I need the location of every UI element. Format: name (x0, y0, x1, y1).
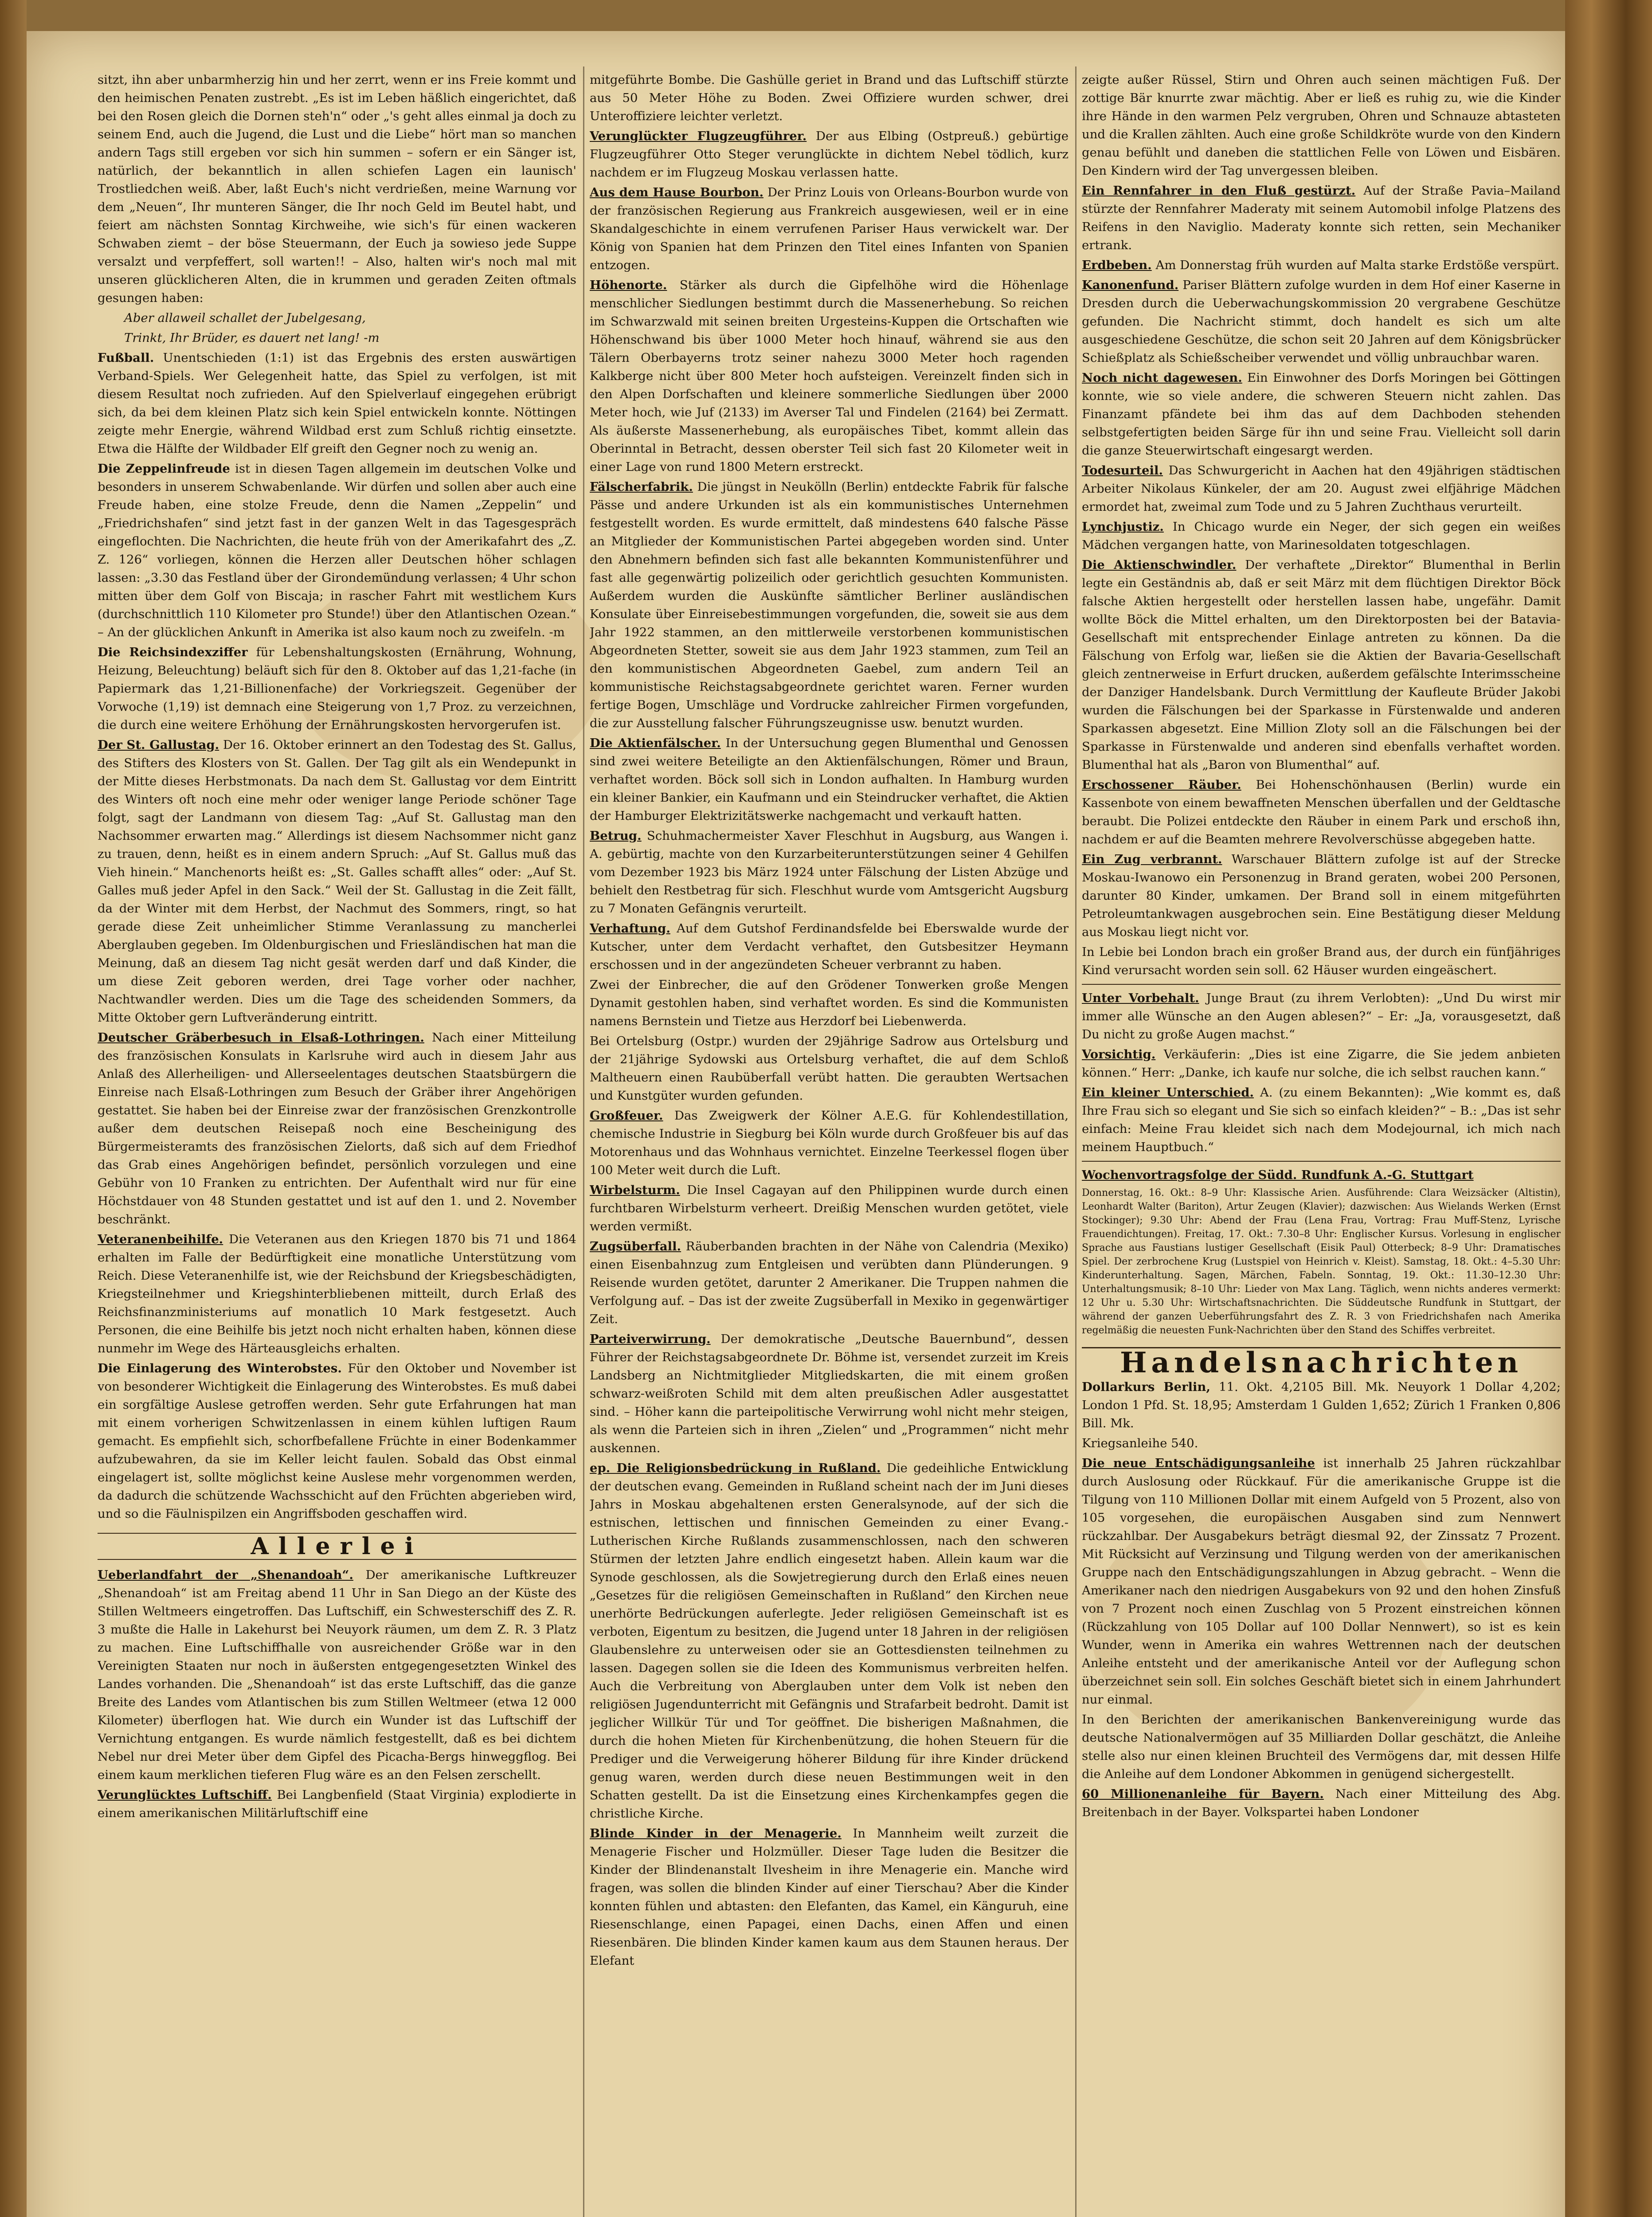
article-noch-nicht (1082, 369, 1561, 460)
column-1 (98, 71, 576, 2217)
article-bourbon (590, 184, 1069, 274)
column-rule (1075, 67, 1077, 2217)
article-text: Das Zweigwerk der Kölner A.E.G. für Kohlendestillation, chemische Industrie in Siegburg bei Köln wurde durch Großfeuer bis auf das Motorenhaus und das Wohnhaus vernichtet. Einzelne Teerkessel flogen über 100 Meter weit durch die Luft. (590, 1108, 1069, 1177)
rundfunk-program: Donnerstag, 16. Okt.: 8–9 Uhr: Klassische Arien. Ausführende: Clara Weizsäcker (Altistin), Leonhardt Walter (Bariton), Artur Zeugen (Klavier); dazwischen: Aus Wielands Werken (Ernst Stockinger); 9.30 Uhr: Abend der Frau (Lena Frau, Vortrag: Frau Muff-Stenz, Lyrische Frauendichtungen). Freitag, 17. Okt.: 7.30–8 Uhr: Englischer Kursus. Vorlesung in englischer Sprache aus Faustians lustiger Gesellschaft (Eisik Paul) Otterbeck; 8–9 Uhr: Dramatisches Spiel. Der zerbrochene Krug (Lustspiel von Heinrich v. Kleist). Samstag, 18. Okt.: 4–5.30 Uhr: Kinderunterhaltung. Sagen, Märchen, Fabeln. Sonntag, 19. Okt.: 11.30–12.30 Uhr: Unterhaltungsmusik; 8–10 Uhr: Lieder von Max Lang. Täglich, wenn nichts anderes vermerkt: 12 Uhr u. 5.30 Uhr: Wirtschaftsnachrichten. Die Süddeutsche Rundfunk in Stuttgart, der während der ganzen Ueberführungsfahrt des Z. R. 3 von Friedrichshafen nach Amerika regelmäßig die neuesten Funk-Nachrichten über den Stand des Schiffes verbreitet. (1082, 1187, 1561, 1336)
section-title-handelsnachrichten: Handelsnachrichten (1082, 1347, 1561, 1372)
newspaper-page (27, 31, 1565, 2217)
article-entschaedigung (1082, 1454, 1561, 1709)
article-text: Bei Hohenschönhausen (Berlin) wurde ein Kassenbote von einem bewaffneten Menschen überfallen und der Geldtasche beraubt. Die Polizei entdeckte den Räuber in einem Park und erschoß ihn, nachdem er auf die Beamten mehrere Revolverschüsse abgegeben hatte. (1082, 778, 1561, 846)
column-2 (590, 71, 1069, 2217)
article-text: sitzt, ihn aber unbarmherzig hin und her zerrt, wenn er ins Freie kommt und den heimischen Penaten zustrebt. „Es ist im Leben häßlich eingerichtet, daß bei den Rosen gleich die Dornen steh'n“ oder „'s geht alles einmal ja doch zu seinem End, auch die Jugend, die Lust und die Liebe“ hört man so manchen andern Tags still ergeben vor sich hin summen – sofern er ein Sänger ist, natürlich, der bekanntlich in allen schiefen Lagen ein launisch' Trostliedchen weiß. Aber, laßt Euch's nicht verdrießen, meine Warnung vor dem „Neuen“, Ihr munteren Sänger, die Ihr noch Geld im Beutel habt, und feiert am nächsten Sonntag Kirchweihe, wie sich's für einen wackeren Schwaben ziemt – der böse Steuermann, der Euch ja sowieso jede Suppe versalzt und verpfeffert, soll warten!! – Also, halten wir's noch mal mit unseren glücklicheren Alten, die in krummen und geraden Zeiten oftmals gesungen haben: (98, 73, 576, 305)
article-heading: Zugsüberfall. (590, 1239, 681, 1253)
article-text: Die Veteranen aus den Kriegen 1870 bis 71 und 1864 erhalten im Falle der Bedürftigkeit eine monatliche Unterstützung vom Reich. Diese Veteranenhilfe ist, wie der Reichsbund der Kriegsbeschädigten, Kriegsteilnehmer und Kriegshinterbliebenen mitteilt, durch Erlaß des Reichsfinanzministeriums auf monatlich 10 Mark festgesetzt. Auch Personen, die eine Beihilfe bis jetzt noch nicht erhalten haben, können diese nunmehr im Wege des Härteausgleichs erhalten. (98, 1232, 576, 1355)
article-text: Bei Langbenfield (Staat Virginia) explodierte in einem amerikanischen Militärluftschiff eine (98, 1788, 576, 1820)
article-luftschiff (98, 1786, 576, 1822)
article-text: 11. Okt. 4,2105 Bill. Mk. Neuyork 1 Dollar 4,202; London 1 Pfd. St. 18,95; Amsterdam 1 Gulden 1,652; Zürich 1 Franken 0,806 Bill. Mk. (1082, 1380, 1561, 1430)
article-zugsueberfall (590, 1238, 1069, 1328)
article-text: Die Insel Cagayan auf den Philippinen wurde durch einen furchtbaren Wirbelsturm verheert. Dreißig Menschen wurden getötet, viele werden vermißt. (590, 1183, 1069, 1234)
article-shenandoah (98, 1566, 576, 1784)
book-binding (1565, 0, 1652, 2217)
article-text: Für den Oktober und November ist von besonderer Wichtigkeit die Einlagerung des Winterobstes. Es muß dabei ein sorgfältige Auslese getroffen werden. Sehr gute Erfahrungen hat man mit einem vorherigen Schwitzenlassen in einem kühlen luftigen Raum gemacht. Es empfiehlt sich, schorfbefallene Früchte in einer Bodenkammer aufzubewahren, da sie im Keller leicht faulen. Sobald das Obst einmal eingelagert ist, sollte möglichst keine Auslese mehr vorgenommen werden, da dadurch die schützende Wachsschicht auf den Früchten abgerieben wird, und so die Fäulnispilzen ein Angriffsboden geschaffen wird. (98, 1361, 576, 1521)
article-zeppelin (98, 460, 576, 642)
article-heading: Parteiverwirrung. (590, 1332, 711, 1346)
article-text: Der amerikanische Luftkreuzer „Shenandoah“ ist am Freitag abend 11 Uhr in San Diego an der Küste des Stillen Weltmeers eingetroffen. Das Luftschiff, ein Schwesterschiff des Z. R. 3 mußte die Halle in Lakehurst bei Neuyork räumen, um dem Z. R. 3 Platz zu machen. Eine Luftschiffhalle von ausreichender Größe war in den Vereinigten Staaten nur noch in äußersten entgegengesetzten Winkel des Landes vorhanden. Die „Shenandoah“ ist das erste Luftschiff, das die ganze Breite des Landes vom Atlantischen bis zum Stillen Weltmeer (etwa 12 000 Kilometer) überflogen hat. Wie durch ein Wunder ist das Luftschiff der Vernichtung entgangen. Es wurde nämlich festgestellt, daß es bei dichtem Nebel nur drei Meter über dem Gipfel des Picacha-Bergs hinweggflog. Bei einem kaum merklichen tieferen Flug wäre es an den Felsen zerschellt. (98, 1568, 576, 1782)
article-reichsindex (98, 643, 576, 734)
article-text: Nach einer Mitteilung des französischen Konsulats in Karlsruhe wird auch in diesem Jahr aus Anlaß des Allerheiligen- und Allerseelentages deutschen Staatsbürgern die Einreise nach Elsaß-Lothringen zum Besuch der Gräber ihrer Angehörigen gestattet. Sie haben bei der Einreise zwar der französischen Grenzkontrolle außer dem deutschen Reisepaß noch eine Bescheinigung des Bürgermeisteramts des französischen Zielorts, daß sich auf dem Friedhof das Grab eines Angehörigen befindet, persönlich vorzulegen und eine Gebühr von 10 Franken zu entrichten. Der Aufenthalt wird nur für eine Höchstdauer von 48 Stunden gestattet und ist auf den 1. und 2. November beschränkt. (98, 1030, 576, 1226)
article-heading: Fußball. (98, 351, 154, 365)
joke-unterschied (1082, 1084, 1561, 1156)
separator (1082, 984, 1561, 985)
article-text: A. (zu einem Bekannten): „Wie kommt es, daß Ihre Frau sich so elegant und Sie sich so einfach kleiden?“ – B.: „Das ist sehr einfach: Meine Frau kleidet sich nach dem Modejournal, ich mich nach meinem Hauptbuch.“ (1082, 1085, 1561, 1154)
article-gallus (98, 736, 576, 1027)
article-religion (590, 1459, 1069, 1823)
article-fussball (98, 349, 576, 458)
article-dollarkurs (1082, 1378, 1561, 1433)
article-heading: Vorsichtig. (1082, 1047, 1156, 1061)
article-heading: Die Einlagerung des Winterobstes. (98, 1361, 342, 1375)
article-heading: Höhenorte. (590, 278, 667, 292)
joke-vorbehalt (1082, 989, 1561, 1044)
column-rule (583, 67, 584, 2217)
article-text: In Lebie bei London brach ein großer Brand aus, der durch ein fünfjähriges Kind verursacht worden sein soll. 62 Häuser wurden eingeäschert. (1082, 945, 1561, 977)
article-heading: Kanonenfund. (1082, 278, 1179, 292)
article-grossfeuer (590, 1107, 1069, 1179)
article-flugzeug (590, 127, 1069, 182)
article-heading: Wirbelsturm. (590, 1183, 680, 1197)
article-erdbeben (1082, 256, 1561, 274)
article-heading: Die Reichsindexziffer (98, 645, 248, 659)
article-heading: Erschossener Räuber. (1082, 778, 1241, 792)
article-text: mitgeführte Bombe. Die Gashülle geriet in Brand und das Luftschiff stürzte aus 50 Meter Höhe zu Boden. Zwei Offiziere wurden schwer, drei Unteroffiziere leichter verletzt. (590, 73, 1069, 123)
article-text: Kriegsanleihe 540. (1082, 1436, 1198, 1450)
article-aktienfaelscher (590, 734, 1069, 825)
article-heading: Lynchjustiz. (1082, 520, 1164, 534)
article-heading: Betrug. (590, 829, 642, 843)
article-heading: Todesurteil. (1082, 463, 1163, 478)
article-text: Bei Ortelsburg (Ostpr.) wurden der 29jährige Sadrow aus Ortelsburg und der 21jährige Sydowski aus Ortelsburg verhaftet, die auf dem Schloß Maltheuern einen Raubüberfall verübt hatten. Die geraubten Wertsachen und Kunstgüter wurden gefunden. (590, 1034, 1069, 1103)
article-text: Die jüngst in Neukölln (Berlin) entdeckte Fabrik für falsche Pässe und andere Urkunden ist als ein kommunistisches Unternehmen festgestellt worden. Es wurde ermittelt, daß mindestens 640 falsche Pässe an Mitglieder der Kommunistischen Partei abgegeben worden sind. Unter den Abnehmern befinden sich fast alle bekannten Kommunistenführer und fast alle gegenwärtig polizeilich oder gerichtlich gesuchten Kommunisten. Außerdem wurden die Auskünfte sämtlicher Berliner ausländischen Konsulate über Einreisebestimmungen vorgefunden, die, soweit sie aus dem Jahr 1922 stammen, an den mittlerweile verstorbenen kommunistischen Abgeordneten Stetter, soweit sie aus dem Jahr 1923 stammen, zum Teil an den kommunistischen Abgeordneten Gaebel, zum andern Teil an kommunistische Reichstagsabgeordnete gerichtet waren. Ferner wurden fertige Bogen, Umschläge und Vordrucke zahlreicher Firmen vorgefunden, die zur Ausstellung falscher Führungszeugnisse usw. benutzt wurden. (590, 480, 1069, 730)
article-todesurteil (1082, 462, 1561, 516)
article-aktienschwindler (1082, 556, 1561, 774)
article-heading: Blinde Kinder in der Menagerie. (590, 1826, 842, 1841)
article-heading: Ein Zug verbrannt. (1082, 852, 1222, 866)
article-text: Stärker als durch die Gipfelhöhe wird die Höhenlage menschlicher Siedlungen bestimmt durch die Massenerhebung. So reichen im Schwarzwald mit seinen breiten Urgesteins-Kuppen die Ortschaften wie Höhenschwand bis über 1000 Meter hoch hinauf, während sie aus den Tälern Oberbayerns trotz seiner nahezu 3000 Meter hoch ragenden Kalkberge nicht über 800 Meter hoch aufsteigen. Vereinzelt finden sich in den Alpen Dorfschaften und kleinere sommerliche Siedlungen über 2000 Meter hoch, wie Juf (2133) im Averser Tal und Findelen (2164) bei Zermatt. Als äußerste Massenerhebung, als europäisches Tibet, kommt allein das Oberinntal in Betracht, dessen oberster Teil sich fast 20 Kilometer weit in einer Lage von rund 1800 Metern erstreckt. (590, 278, 1069, 474)
poem-line: Trinkt, Ihr Brüder, es dauert net lang! -m (124, 331, 380, 345)
article-zug-verbrannt (1082, 850, 1561, 941)
article-text: zeigte außer Rüssel, Stirn und Ohren auch seinen mächtigen Fuß. Der zottige Bär knurrte zwar mächtig. Aber er ließ es ruhig zu, wie die Kinder ihre Hände in den warmen Pelz vergruben, Ohren und Schnauze abtasteten und die Krallen zählten. Auch eine große Schildkröte wurde von den Kindern genau befühlt und daneben die stattlichen Felle von Löwen und Eisbären. Den Kindern wird der Tag unvergessen bleiben. (1082, 73, 1561, 178)
article-heading: Noch nicht dagewesen. (1082, 371, 1242, 385)
article-heading: Ein kleiner Unterschied. (1082, 1085, 1254, 1100)
article-heading: Fälscherfabrik. (590, 480, 693, 494)
article-heading: Ueberlandfahrt der „Shenandoah“. (98, 1568, 353, 1582)
article-text: Auf dem Gutshof Ferdinandsfelde bei Eberswalde wurde der Kutscher, unter dem Verdacht verhaftet, den Gutsbesitzer Heymann erschossen und in der angezündeten Scheuer verbrannt zu haben. (590, 921, 1069, 972)
article-heading: Unter Vorbehalt. (1082, 991, 1199, 1005)
section-title-allerlei: Allerlei (98, 1533, 576, 1560)
article-text: In der Untersuchung gegen Blumenthal und Genossen sind zwei weitere Beteiligte an den Aktienfälschungen, Römer und Braun, verhaftet worden. Böck soll sich in London aufhalten. In Hamburg wurden ein kleiner Bankier, ein Kaufmann und ein Steindrucker verhaftet, die Aktien der Hamburger Elektrizitätswerke nachgemacht und verkauft hatten. (590, 736, 1069, 823)
article-heading: Verhaftung. (590, 921, 670, 936)
article-text: Der Prinz Louis von Orleans-Bourbon wurde von der französischen Regierung aus Frankreich ausgewiesen, weil er in eine Skandalgeschichte in einem verrufenen Pariser Haus verwickelt war. Der König von Spanien hat dem Prinzen den Titel eines Infanten von Spanien entzogen. (590, 185, 1069, 272)
article-text: ist innerhalb 25 Jahren rückzahlbar durch Auslosung oder Rückkauf. Für die amerikanische Gruppe ist die Tilgung von 110 Millionen Dollar mit einem Aufgeld von 5 Prozent, also von 105 vorgesehen, die europäischen Ausgaben sind zum Nennwert rückzahlbar. Der Ausgabekurs beträgt diesmal 92, der Zinssatz 7 Prozent. Mit Rücksicht auf Verzinsung und Tilgung werden von der amerikanischen Gruppe nach den Entschädigungszahlungen in Abzug gebracht. – Wenn die Amerikaner nach den niedrigen Ausgabekurs von 92 und den hohen Zinsfuß von 7 Prozent noch einen Zuschlag von 5 Prozent einstreichen können (Rückzahlung von 105 Dollar auf 100 Dollar Nennwert), so ist es kein Wunder, wenn in Amerika ein wahres Wettrennen nach der deutschen Anleihe entsteht und der amerikanische Anteil vor der Auflegung schon überzeichnet sein soll. Ein solches Geschäft bietet sich in einem Jahrhundert nur einmal. (1082, 1456, 1561, 1707)
article-heading: Veteranenbeihilfe. (98, 1232, 223, 1246)
article-text: Der aus Elbing (Ostpreuß.) gebürtige Flugzeugführer Otto Steger verunglückte in dichtem Nebel tödlich, kurz nachdem er im Flugzeug Moskau verlassen hatte. (590, 129, 1069, 180)
article-verhaftung (590, 920, 1069, 974)
column-3 (1082, 71, 1561, 2217)
joke-vorsichtig (1082, 1046, 1561, 1082)
article-hoehenorte (590, 276, 1069, 476)
article-text: ist in diesen Tagen allgemein im deutschen Volke und besonders in unserem Schwabenlande. Wir dürfen und sollen aber auch eine Freude haben, eine stolze Freude, denn die Namen „Zeppelin“ und „Friedrichshafen“ sind jetzt fast in der ganzen Welt in das Tagesgespräch eingeflochten. Die Nachrichten, die heute früh von der Amerikafahrt des „Z. Z. 126“ vorliegen, können die Herzen aller Deutschen höher schlagen lassen: „3.30 das Festland über der Girondemündung verlassen; 4 Uhr schon mitten über dem Golf von Biscaja; in rascher Fahrt mit westlichem Kurs (durchschnittlich 110 Kilometer pro Stunde!) über den Atlantischen Ozean.“ – An der glücklichen Ankunft in Amerika ist also kaum noch zu zweifeln. -m (98, 462, 576, 639)
article-heading: Verunglücktes Luftschiff. (98, 1788, 272, 1802)
article-text: Nach einer Mitteilung des Abg. Breitenbach in der Bayer. Volkspartei haben Londoner (1082, 1787, 1561, 1819)
article-text: Die gedeihliche Entwicklung der deutschen evang. Gemeinden in Rußland scheint nach der im Juni dieses Jahrs in Moskau abgehaltenen ersten Generalsynode, auf der sich die estnischen, lettischen und finnischen Gemeinden zu einer Evang.-Lutherischen Kirche Rußlands zusammenschlossen, nach den schweren Stürmen der letzten Jahre endlich eingesetzt haben. Allein kaum war die Synode geschlossen, als die Sowjetregierung durch den Erlaß eines neuen „Gesetzes für die religiösen Gemeinschaften in Rußland“ den Kirchen neue unerhörte Bedrückungen auferlegte. Jeder religiösen Gemeinschaft ist es verboten, Eigentum zu besitzen, die Jugend unter 18 Jahren in der religiösen Glaubenslehre zu unterweisen oder sie an Gottesdiensten teilnehmen zu lassen. Dagegen sollen sie die Ideen des Kommunismus verbreiten helfen. Auch die Verbreitung von Aberglauben unter dem Volk ist neben den religiösen Jugendunterricht mit Gefängnis und Strafarbeit bedroht. Damit ist jeglicher Willkür Tür und Tor geöffnet. Die bisherigen Maßnahmen, die durch die hohen Mieten für Kirchenbenützung, die hohen Steuern für die Prediger und die Verweigerung höherer Bildung für ihre Kinder drückend genug waren, werden durch diese neuen Bestimmungen weit in den Schatten gestellt. Da ist die Einsetzung eines Kirchenkampfes gegen die christliche Kirche. (590, 1461, 1069, 1821)
article-blinde-kinder (590, 1825, 1069, 1970)
article-lynchjustiz (1082, 518, 1561, 554)
article-heading: Verunglückter Flugzeugführer. (590, 129, 807, 143)
article-heading: Die Aktienschwindler. (1082, 558, 1237, 572)
article-heading: 60 Millionenanleihe für Bayern. (1082, 1787, 1324, 1801)
article-text: Verkäuferin: „Dies ist eine Zigarre, die Sie jedem anbieten können.“ Herr: „Danke, ich kaufe nur solche, die ich selbst rauchen kann.“ (1082, 1047, 1561, 1080)
article-faelscher (590, 478, 1069, 732)
article-heading: Aus dem Hause Bourbon. (590, 185, 764, 200)
article-text: Auf der Straße Pavia–Mailand stürzte der Rennfahrer Maderaty mit seinem Automobil infolge Platzens des Reifens in den Naviglio. Maderaty konnte sich retten, sein Mechaniker ertrank. (1082, 184, 1561, 252)
article-text: Warschauer Blättern zufolge ist auf der Strecke Moskau-Iwanowo ein Personenzug in Brand geraten, wobei 200 Personen, darunter 80 Kinder, umkamen. Der Brand soll in einem mitgeführten Petroleumtankwagen ausgebrochen sein. Eine Bestätigung dieser Meldung aus Moskau liegt nicht vor. (1082, 852, 1561, 939)
article-betrug (590, 827, 1069, 918)
article-text: Am Donnerstag früh wurden auf Malta starke Erdstöße verspürt. (1155, 258, 1559, 272)
article-heading: Deutscher Gräberbesuch in Elsaß-Lothringen. (98, 1030, 425, 1045)
article-text: Schuhmachermeister Xaver Fleschhut in Augsburg, aus Wangen i. A. gebürtig, machte von den Kurzarbeiterunterstützungen seiner 4 Gehilfen vom Dezember 1923 bis März 1924 unter Fälschung der Listen Abzüge und behielt den Restbetrag für sich. Fleschhut wurde vom Amtsgericht Augsburg zu 7 Monaten Gefängnis verurteilt. (590, 829, 1069, 916)
article-bayern (1082, 1785, 1561, 1821)
article-text: Der 16. Oktober erinnert an den Todestag des St. Gallus, des Stifters des Klosters von St. Gallen. Der Tag gilt als ein Wendepunkt in der Mitte dieses Herbstmonats. Da nach dem St. Gallustag vor dem Eintritt des Winters oft noch eine mehr oder weniger lange Periode schöner Tage folgt, sagt der Landmann von diesem Tag: „Auf St. Gallustag man den Nachsommer erwarten mag.“ Allerdings ist diesem Nachsommer nicht ganz zu trauen, denn, heißt es in einem andern Spruch: „Auf St. Gallus muß das Vieh hinein.“ Manchenorts heißt es: „St. Galles schafft alles“ oder: „Auf St. Galles muß jeder Apfel in den Sack.“ Weil der St. Gallustag in die Zeit fällt, da der Winter mit dem Herbst, der Nachmut des Sommers, ringt, so hat gerade diese Zeit unheimlicher Stimme Veranlassung zu mancherlei Aberglauben gegeben. Im Oldenburgischen und Friesländischen hat man die Meinung, daß an diesem Tag nicht gesät werden darf und daß Kinder, die um diese Zeit geboren werden, drei Tage vorher oder nachher, Nachtwandler werden. Dies um die Tage des scheidenden Sommers, da Mitte Oktober gern Luftveränderung eintritt. (98, 738, 576, 1025)
article-heading: Erdbeben. (1082, 258, 1152, 272)
article-raeuber (1082, 776, 1561, 849)
article-text: Pariser Blättern zufolge wurden in dem Hof einer Kaserne in Dresden durch die Ueberwachungskommission 20 vergrabene Geschütze gefunden. Die Nachricht stimmt, doch handelt es sich um alte ausgeschiedene Geschütze, die schon seit 20 Jahren auf dem Königsbrücker Schießplatz als Schießscheiber verwendet und völlig unbrauchbar waren. (1082, 278, 1561, 365)
article-heading: Der St. Gallustag. (98, 738, 219, 752)
article-text: für Lebenshaltungskosten (Ernährung, Wohnung, Heizung, Beleuchtung) beläuft sich für den 8. Oktober auf das 1,21-fache (in Papiermark das 1,21-Billionenfache) der Vorkriegszeit. Gegenüber der Vorwoche (1,19) ist demnach eine Steigerung von 1,7 Proz. zu verzeichnen, die durch eine weitere Erhöhung der Ernährungskosten hervorgerufen ist. (98, 645, 576, 732)
article-text: Das Schwurgericht in Aachen hat den 49jährigen städtischen Arbeiter Nikolaus Künkeler, der am 20. August zwei elfjährige Mädchen ermordet hat, zweimal zum Tode und zu 5 Jahren Zuchthaus verurteilt. (1082, 463, 1561, 514)
article-heading: Die neue Entschädigungsanleihe (1082, 1456, 1315, 1470)
article-text: Unentschieden (1:1) ist das Ergebnis des ersten auswärtigen Verband-Spiels. Wer Gelegenheit hatte, das Spiel zu verfolgen, ist mit diesem Resultat noch zufrieden. Auf den Spielverlauf eingegehen erübrigt sich, da bei dem kleinen Platz sich kein Spiel entwickeln konnte. Nöttingen zeigte mehr Energie, während Wildbad erst zum Schluß richtig einsetzte. Etwa die Hälfte der Wildbader Elf greift den Gegner noch zu wenig an. (98, 351, 576, 456)
rundfunk-heading: Wochenvortragsfolge der Südd. Rundfunk A.-G. Stuttgart (1082, 1168, 1474, 1182)
article-text: Räuberbanden brachten in der Nähe von Calendria (Mexiko) einen Eisenbahnzug zum Entgleisen und verübten dann Plünderungen. 9 Reisende wurden getötet, darunter 2 Amerikaner. Die Truppen nahmen die Verfolgung auf. – Das ist der zweite Zugsüberfall in Mexiko in gegenwärtiger Zeit. (590, 1239, 1069, 1326)
article-text: In den Berichten der amerikanischen Bankenvereinigung wurde das deutsche Nationalvermögen auf 35 Milliarden Dollar geschätzt, die Anleihe stelle also nur einen kleinen Bruchteil des Vermögens dar, mit dessen Hilfe die Anleihe auf dem Londoner Abkommen in genügend sichergestellt. (1082, 1712, 1561, 1781)
article-parteiverwirrung (590, 1330, 1069, 1457)
article-veteranen (98, 1230, 576, 1358)
article-heading: Großfeuer. (590, 1108, 663, 1123)
separator (1082, 1161, 1561, 1162)
article-graeber (98, 1029, 576, 1229)
article-winterobst (98, 1359, 576, 1523)
article-heading: Ein Rennfahrer in den Fluß gestürzt. (1082, 184, 1356, 198)
article-heading: Dollarkurs Berlin, (1082, 1380, 1210, 1394)
article-text: In Mannheim weilt zurzeit die Menagerie Fischer und Holzmüller. Dieser Tage luden die Besitzer die Kinder der Blindenanstalt Ilvesheim in ihre Menagerie ein. Manche wird fragen, was sollen die blinden Kinder auf einer Tierschau? Aber die Kinder konnten fühlen und abtasten: den Elefanten, das Kamel, ein Känguruh, eine Riesenschlange, einen Papagei, einen Dachs, einen Affen und einen Riesenbären. Die blinden Kinder kamen kaum aus dem Staunen heraus. Der Elefant (590, 1826, 1069, 1968)
article-text: Der demokratische „Deutsche Bauernbund“, dessen Führer der Reichstagsabgeordnete Dr. Böhme ist, versendet zurzeit im Kreis Landsberg an Nichtmitglieder Mitgliedskarten, die mit einem großen schwarz-weißroten Schild mit dem alten preußischen Adler ausgestattet sind. – Höher kann die parteipolitische Verwirrung wohl nicht mehr steigen, als wenn die Parteien sich in ihren „Zielen“ und „Programmen“ nicht mehr auskennen. (590, 1332, 1069, 1455)
article-wirbelsturm (590, 1181, 1069, 1236)
article-text: Junge Braut (zu ihrem Verlobten): „Und Du wirst mir immer alle Wünsche an den Augen ablesen?“ – Er: „Ja, vorausgesetzt, daß Du nicht zu große Augen machst.“ (1082, 991, 1561, 1042)
article-text: Ein Einwohner des Dorfs Moringen bei Göttingen konnte, wie so viele andere, die schweren Steuern nicht zahlen. Das Finanzamt pfändete bei ihm das auf dem Dachboden stehenden selbstgefertigten beiden Särge für ihn und seine Frau. Vielleicht soll darin die ganze Steuerwirtschaft eingesargt werden. (1082, 371, 1561, 458)
article-heading: ep. Die Religionsbedrückung in Rußland. (590, 1461, 881, 1475)
article-text: Der verhaftete „Direktor“ Blumenthal in Berlin legte ein Geständnis ab, daß er seit März mit dem flüchtigen Direktor Böck falsche Aktien hergestellt oder herstellen lassen habe, ungefähr. Damit wollte Böck die Mittel erhalten, um den Direktorposten bei der Batavia-Gesellschaft mit entsprechender Einlage antreten zu können. Da die Fälschung von Erfolg war, ließen sie die Aktien der Bavaria-Gesellschaft gleich zentnerweise in Erfurt drucken, außerdem gefälschte Interimsscheine der Danziger Handelsbank. Durch Vermittlung der Kaufleute Brüder Jakobi wurden die Fälschungen bei der Sparkasse in Fürstenwalde und anderen Sparkassen abgesetzt. Eine Million Zloty soll an die Fälschungen bei der Sparkasse in Fürstenwalde und anderen sind ebenfalls verhaftet worden. Blumenthal hat als „Baron von Blumenthal“ auf. (1082, 558, 1561, 772)
book-edge-left (0, 0, 27, 2217)
article-kanonenfund (1082, 276, 1561, 367)
article-heading: Die Zeppelinfreude (98, 462, 230, 476)
article-heading: Die Aktienfälscher. (590, 736, 721, 750)
article-text: Zwei der Einbrecher, die auf den Grödener Tonwerken große Mengen Dynamit gestohlen haben, sind verhaftet worden. Es sind die Kommunisten namens Bernstein und Tietze aus Herzdorf bei Liebenwerda. (590, 978, 1069, 1028)
poem-line: Aber allaweil schallet der Jubelgesang, (124, 311, 366, 325)
article-rennfahrer (1082, 182, 1561, 255)
article-text: In Chicago wurde ein Neger, der sich gegen ein weißes Mädchen vergangen hatte, von Marinesoldaten totgeschlagen. (1082, 520, 1561, 552)
